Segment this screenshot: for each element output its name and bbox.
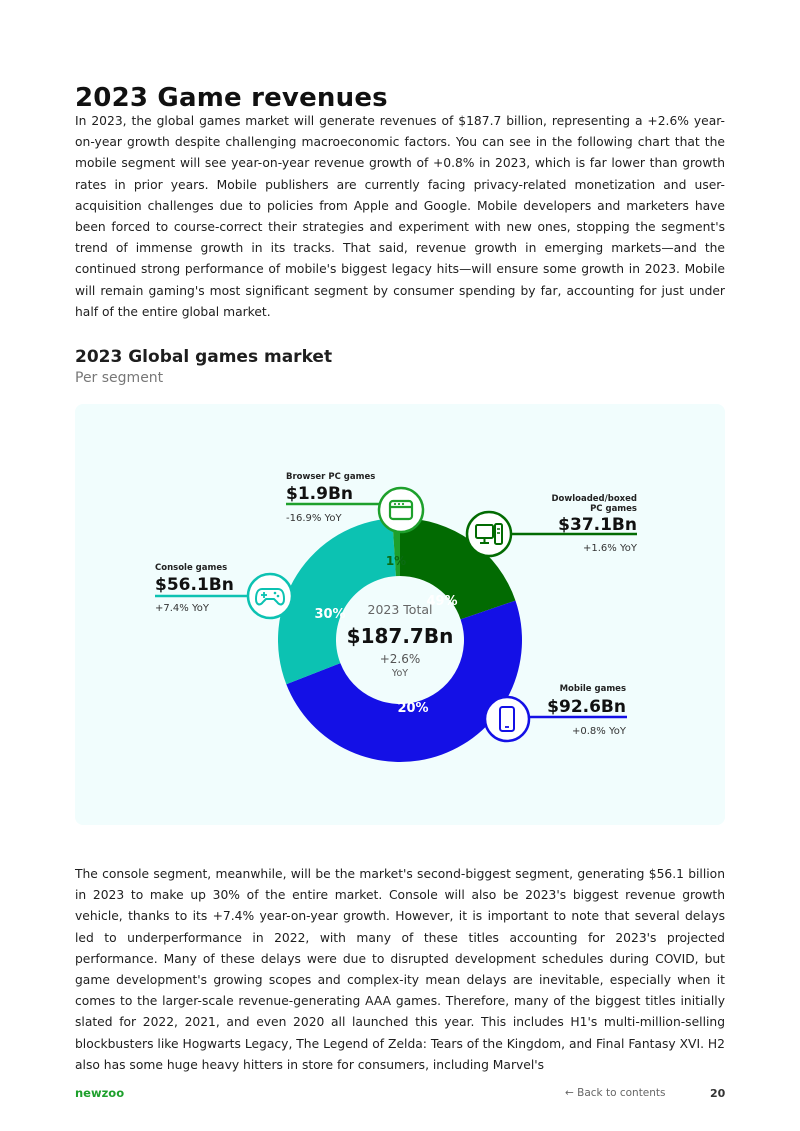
mobile-yoy-label: +0.8% YoY: [572, 726, 626, 737]
browser-icon-badge: [379, 488, 423, 532]
browser-name-line: Browser PC games: [286, 472, 376, 482]
chart-panel: [75, 404, 725, 825]
page-title: 2023 Game revenues: [75, 83, 388, 114]
console-icon-badge: [248, 574, 292, 618]
newzoo-logo: newzoo: [75, 1086, 125, 1100]
pc-name-line: Dowloaded/boxed: [551, 494, 637, 504]
mobile-icon-badge: [485, 697, 529, 741]
console-yoy-label: +7.4% YoY: [155, 603, 209, 614]
browser-value-label: $1.9Bn: [286, 484, 354, 504]
center-label: 2023 Total: [367, 602, 433, 617]
console-name-line: Console games: [155, 563, 228, 573]
mobile-name-line: Mobile games: [559, 684, 626, 694]
pc-yoy-label: +1.6% YoY: [583, 543, 637, 554]
center-growth: +2.6%: [379, 652, 421, 666]
back-to-contents-link[interactable]: ← Back to contents: [565, 1087, 666, 1099]
console-share-label: 30%: [314, 607, 346, 622]
pc-share-label: 20%: [397, 701, 429, 716]
intro-paragraph: In 2023, the global games market will generate revenues of $187.7 billion, representing a +2.6% year-on-year growth despite challenging macroeconomic factors. You can see in the following chart that the mobile segment will see year-on-year revenue growth of +0.8% in 2023, which is far lower than growth rates in prior years. Mobile publishers are currently facing privacy-related monetization and user-acquisition challenges due to policies from Apple and Google. Mobile developers and marketers have been forced to course-correct their strategies and experiment with new ones, stopping the segment's trend of immense growth in its tracks. That said, revenue growth in emerging markets—and the continued strong performance of mobile's biggest legacy hits—will ensure some growth in 2023. Mobile will remain gaming's most significant segment by consumer spending by far, accounting for just under half of the entire global market.: [75, 114, 725, 319]
center-total: $187.7Bn: [346, 624, 454, 648]
chart-subtitle: Per segment: [75, 370, 164, 386]
console-paragraph: The console segment, meanwhile, will be the market's second-biggest segment, generating $56.1 billion in 2023 to make up 30% of the entire market. Console will also be 2023's biggest revenue growth vehicle, thanks to its +7.4% year-on-year growth. However, it is important to note that several delays led to underperformance in 2022, with many of these titles accounting for 2023's projected performance. Many of these delays were due to disrupted development schedules during COVID, but game development's growing scopes and complex-ity mean delays are inevitable, especially when it comes to the larger-scale revenue-generating AAA games. Therefore, many of the biggest titles initially slated for 2022, 2021, and even 2020 all launched this year. This includes H1's multi-million-selling blockbusters like Hogwarts Legacy, The Legend of Zelda: Tears of the Kingdom, and Final Fantasy XVI. H2 also has some huge heavy hitters in store for consumers, including Marvel's: [75, 867, 725, 1072]
pc-name-line: PC games: [590, 504, 637, 514]
donut-chart: [75, 404, 725, 825]
console-value-label: $56.1Bn: [155, 575, 234, 595]
chart-title: 2023 Global games market: [75, 347, 333, 367]
pc-icon-badge: [467, 512, 511, 556]
page-number: 20: [710, 1087, 726, 1100]
browser-yoy-label: -16.9% YoY: [286, 513, 342, 524]
mobile-share-label: 49%: [426, 594, 458, 609]
browser-share-label: 1%: [385, 554, 407, 568]
mobile-value-label: $92.6Bn: [547, 697, 626, 717]
pc-value-label: $37.1Bn: [558, 515, 637, 535]
center-growth-unit: YoY: [391, 668, 409, 679]
